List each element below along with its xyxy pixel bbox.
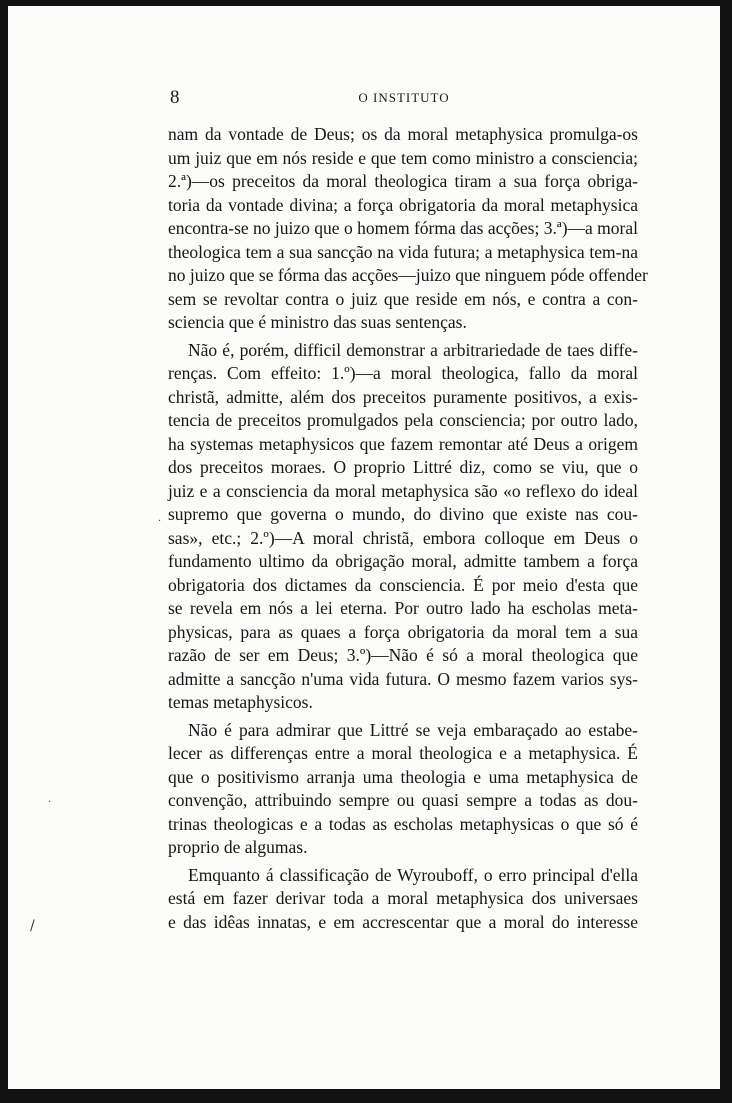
text-line: admitte a sancção n'uma vida futura. O mesmo fazem varios sys-: [168, 668, 638, 689]
text-line: Não é, porém, difficil demonstrar a arbitrariedade de taes diffe-: [188, 339, 638, 360]
margin-dot-mark: ·: [48, 797, 52, 808]
paragraph-1: [168, 123, 648, 335]
text-line: physicas, para as quaes a força obrigatoria da moral tem a sua: [168, 621, 638, 642]
paragraph-2: [168, 339, 638, 715]
text-line: christã, admitte, além dos preceitos puramente positivos, a exis-: [168, 386, 638, 407]
text-line: supremo que governa o mundo, do divino que existe nas cou-: [168, 504, 638, 524]
text-line: sciencia que é ministro das suas sentenças.: [168, 312, 467, 332]
margin-dot-mark: ·: [158, 516, 162, 527]
scan-border-bottom: [0, 1089, 732, 1103]
text-line: lecer as differenças entre a moral theologica e a metaphysica. É: [168, 743, 638, 763]
paragraph-4: [168, 864, 638, 935]
text-line: que o positivismo arranja uma theologia e uma metaphysica de: [168, 766, 638, 787]
text-line: 2.ª)—os preceitos da moral theologica tiram a sua força obriga-: [168, 171, 638, 191]
scan-border-right: [720, 0, 732, 1103]
text-line: sas», etc.; 2.º)—A moral christã, embora colloque em Deus o: [168, 527, 638, 548]
text-line: trinas theologicas e a todas as escholas metaphysicas o que só é: [168, 813, 638, 834]
text-line: fundamento ultimo da obrigação moral, admitte tambem a força: [168, 551, 638, 571]
text-line: nam da vontade de Deus; os da moral metaphysica promulga-os: [168, 124, 638, 144]
body-text: [168, 123, 648, 934]
text-line: um juiz que em nós reside e que tem como ministro a consciencia;: [168, 147, 638, 168]
text-line: encontra-se no juizo que o homem fórma das acções; 3.ª)—a moral: [168, 218, 638, 238]
text-line: tencia de preceitos promulgados pela consciencia; por outro lado,: [168, 410, 638, 430]
text-line: obrigatoria dos dictames da consciencia. É por meio d'esta que: [168, 574, 638, 595]
text-line: proprio de algumas.: [168, 837, 308, 857]
text-line: se revela em nós a lei eterna. Por outro lado ha escholas meta-: [168, 598, 638, 618]
paragraph-3: [168, 719, 638, 860]
text-line: razão de ser em Deus; 3.º)—Não é só a moral theologica que: [168, 645, 638, 665]
page-number: 8: [170, 87, 180, 108]
text-line: sem se revoltar contra o juiz que reside em nós, e contra a con-: [168, 288, 638, 309]
text-line: renças. Com effeito: 1.º)—a moral theologica, fallo da moral: [168, 363, 638, 383]
text-line: Emquanto á classificação de Wyrouboff, o erro principal d'ella: [188, 864, 638, 885]
text-line: no juizo que se fórma das acções—juizo que ninguem póde offender: [168, 265, 648, 285]
scan-border-left: [0, 0, 8, 1103]
text-line: dos preceitos moraes. O proprio Littré diz, como se viu, que o: [168, 457, 638, 477]
text-line: temas metaphysicos.: [168, 692, 313, 712]
text-line: Não é para admirar que Littré se veja embaraçado ao estabe-: [188, 719, 638, 740]
scan-border-top: [0, 0, 732, 6]
text-line: convenção, attribuindo sempre ou quasi sempre a todas as dou-: [168, 790, 638, 810]
page-header: [170, 87, 638, 113]
text-line: toria da vontade divina; a força obrigatoria da moral metaphysica: [168, 194, 638, 215]
text-line: juiz e a consciencia da moral metaphysica são «o reflexo do ideal: [168, 480, 638, 501]
running-title: O INSTITUTO: [358, 90, 450, 105]
text-line: theologica tem a sua sancção na vida futura; a metaphysica tem-na: [168, 241, 638, 262]
text-line: ha systemas metaphysicos que fazem remontar até Deus a origem: [168, 433, 638, 454]
text-line: está em fazer derivar toda a moral metaphysica dos universaes: [168, 888, 638, 908]
margin-pencil-mark: /: [30, 918, 35, 934]
text-line: e das idêas innatas, e em accrescentar que a moral do interesse: [168, 911, 638, 932]
